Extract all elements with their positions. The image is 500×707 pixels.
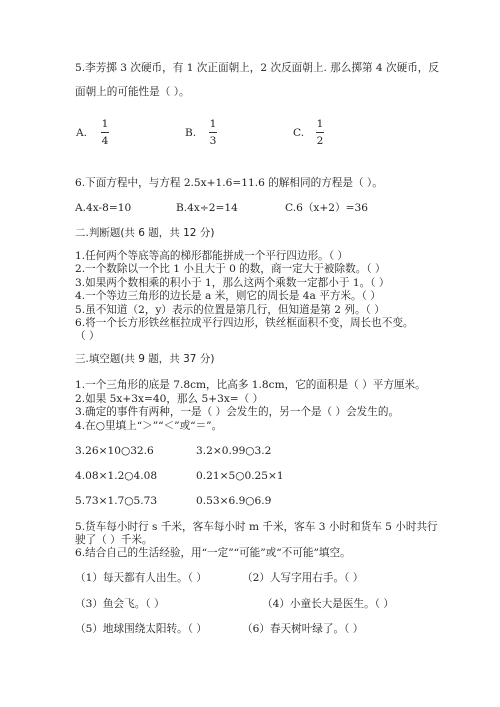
fill-item-5-line1: 5.货车每小时行 s 千米，客车每小时 m 千米，客车 3 小时和货车 5 小时共行: [75, 521, 438, 533]
compare-row3-left: 5.73×1.7○5.73: [75, 495, 158, 507]
fraction-denominator: 3: [209, 135, 217, 147]
section2-title: 二.判断题(共 6 题，共 12 分): [75, 227, 215, 239]
compare-row2-left: 4.08×1.2○4.08: [75, 470, 158, 482]
q5-option-a-letter: A.: [76, 127, 88, 139]
fill-6-sub-2: （2）人写字用右手。（ ）: [242, 572, 364, 584]
fill-6-sub-3: （3）鱼会飞。（ ）: [75, 598, 165, 610]
fraction-denominator: 2: [316, 135, 324, 147]
q5-stem-line2: 面朝上的可能性是（ ）。: [75, 86, 190, 98]
q5-option-b-fraction: [209, 118, 217, 147]
fraction-bar: [101, 132, 109, 133]
q6-option-c: C.6（x+2）=36: [285, 202, 368, 214]
q6-stem: 6.下面方程中，与方程 2.5x+1.6=11.6 的解相同的方程是（ ）。: [75, 177, 383, 189]
compare-row1-right: 3.2×0.99○3.2: [196, 445, 272, 457]
judge-item-3: 3.如果两个数相乘的积小于 1，那么这两个乘数一定都小于 1。（ ）: [75, 277, 390, 289]
fill-item-2: 2.如果 5x+3x=40，那么 5+3x=（ ）: [75, 393, 264, 405]
fill-6-sub-6: （6）春天树叶绿了。（ ）: [242, 623, 364, 635]
q5-stem-line1: 5.李芳掷 3 次硬币，有 1 次正面朝上，2 次反面朝上. 那么掷第 4 次硬币，反: [75, 62, 439, 74]
judge-item-2: 2.一个数除以一个比 1 小且大于 0 的数，商一定大于被除数。（ ）: [75, 263, 386, 275]
q6-option-b: B.4x÷2=14: [176, 202, 238, 214]
fill-item-1: 1.一个三角形的底是 7.8cm，比高多 1.8cm，它的面积是（ ）平方厘米。: [75, 379, 426, 391]
q5-option-c-fraction: [316, 118, 324, 147]
compare-row3-right: 0.53×6.9○6.9: [196, 495, 272, 507]
q6-option-a: A.4x-8=10: [75, 202, 132, 214]
compare-row1-left: 3.26×10○32.6: [75, 445, 154, 457]
judge-item-1: 1.任何两个等底等高的梯形都能拼成一个平行四边形。（ ）: [75, 250, 349, 262]
fill-6-sub-1: （1）每天都有人出生。（ ）: [75, 572, 207, 584]
fraction-numerator: 1: [101, 118, 109, 130]
fill-6-sub-4: （4）小童长大是医生。（ ）: [262, 598, 394, 610]
fraction-bar: [209, 132, 217, 133]
q5-option-c-letter: C.: [293, 127, 305, 139]
fraction-denominator: 4: [101, 135, 109, 147]
compare-row2-right: 0.21×5○0.25×1: [196, 470, 284, 482]
fraction-bar: [316, 132, 324, 133]
judge-item-4: 4.一个等边三角形的边长是 a 米，则它的周长是 4a 平方米。（ ）: [75, 290, 381, 302]
q5-option-a-fraction: [101, 118, 109, 147]
fill-item-5-line2: 驶了（ ）千米。: [75, 534, 153, 546]
fraction-numerator: 1: [316, 118, 324, 130]
fraction-numerator: 1: [209, 118, 217, 130]
judge-item-6-blank: （ ）: [75, 330, 100, 342]
fill-item-3: 3.确定的事件有两种，一是（ ）会发生的，另一个是（ ）会发生的。: [75, 406, 400, 418]
q5-option-b-letter: B.: [185, 127, 197, 139]
fill-item-4: 4.在○里填上“＞”“＜”或“＝”。: [75, 420, 223, 432]
fill-6-sub-5: （5）地球围绕太阳转。（ ）: [75, 623, 207, 635]
judge-item-6: 6.将一个长方形铁丝框拉成平行四边形，铁丝框面积不变，周长也不变。: [75, 317, 414, 329]
judge-item-5: 5.虽不知道（2，y）表示的位置是第几行，但知道是第 2 列。（ ）: [75, 304, 385, 316]
fill-item-6-stem: 6.结合自己的生活经验，用“一定”“可能”或“不可能”填空。: [75, 547, 351, 559]
section3-title: 三.填空题(共 9 题，共 37 分): [75, 353, 215, 365]
